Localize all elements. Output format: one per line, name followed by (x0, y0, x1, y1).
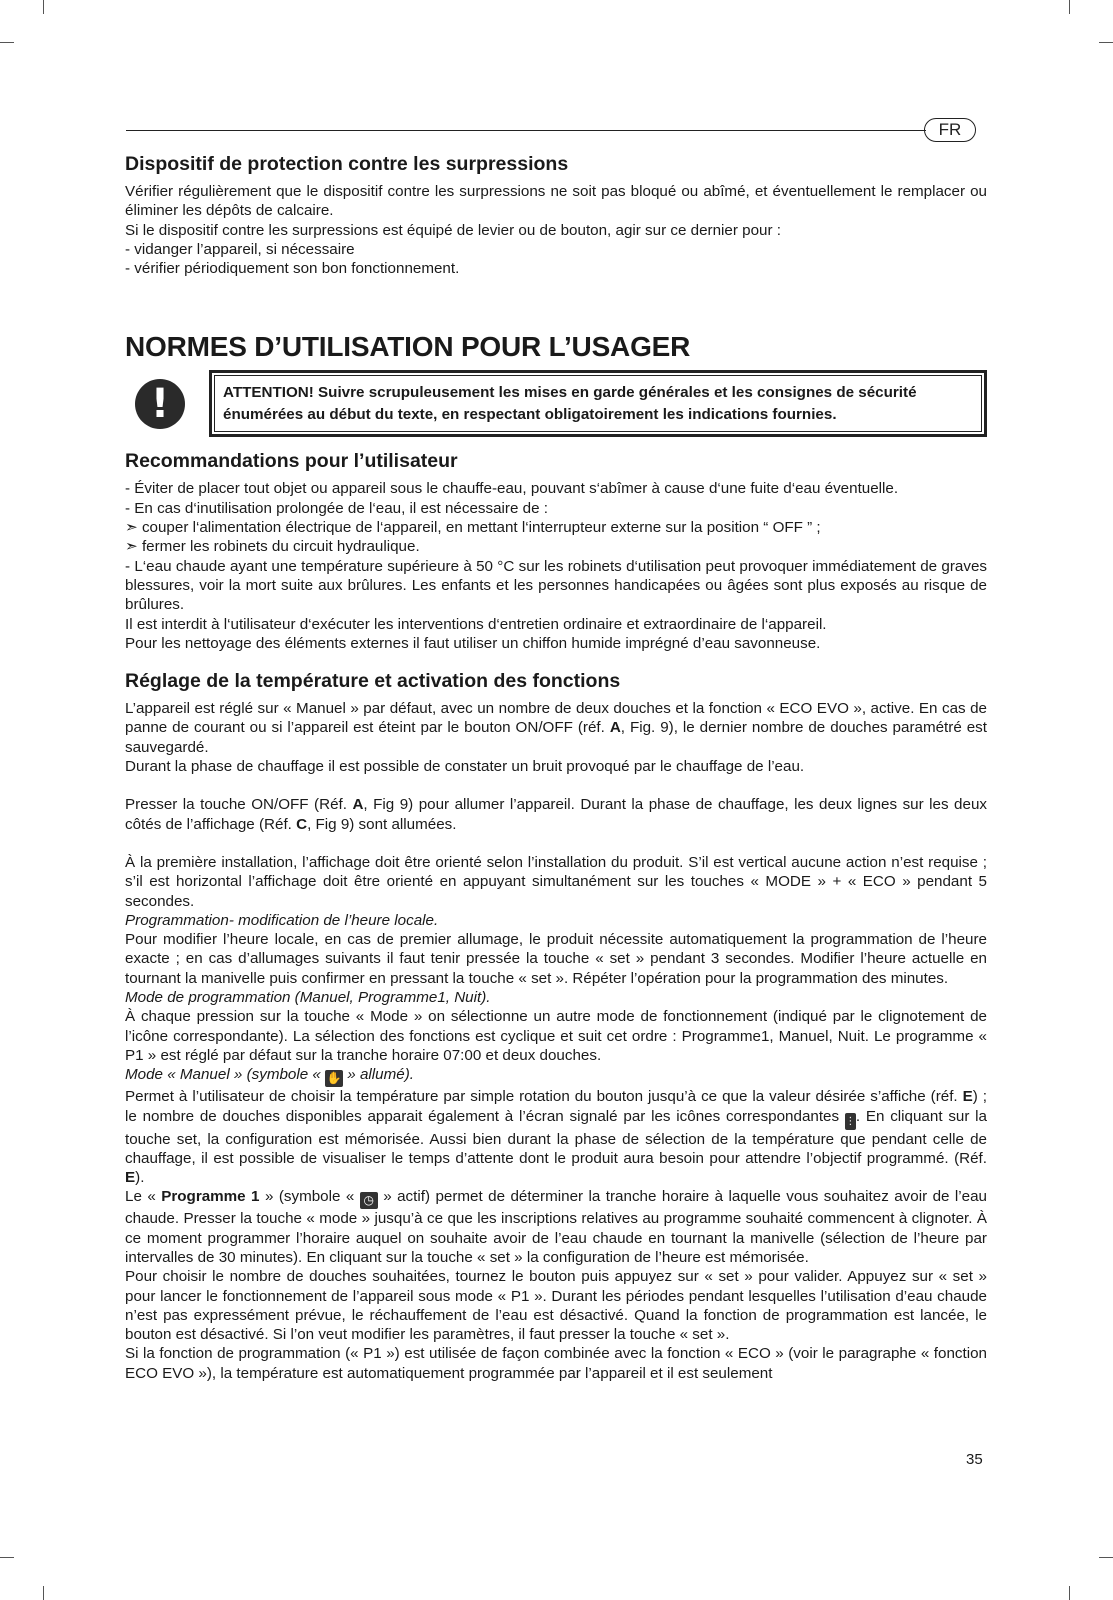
paragraph: - Éviter de placer tout objet ou appareil sous le chauffe-eau, pouvant s‘abîmer à cause d‘une fuite d‘eau éventuelle. (125, 480, 899, 498)
paragraph: - L‘eau chaude ayant une température supérieure à 50 °C sur les robinets d‘utilisation peut provoquer immédiatement de graves blessures, voir la mort suite aux brûlures. Les enfants et les personnes handicapées ou âgées sont plus exposés au risque de brûlures. (125, 557, 987, 614)
crop-mark (1099, 1557, 1113, 1558)
paragraph: À chaque pression sur la touche « Mode » on sélectionne un autre mode de fonctionnement (indiqué par le clignotement de l’icône correspondante). La sélection des fonctions est cyclique et suit cet ordre : Programme1, Manuel, Nuit. Le programme « P1 » est réglé par défaut sur la tranche horaire 07:00 et deux douches. (125, 1008, 987, 1064)
paragraph: L’appareil est réglé sur « Manuel » par défaut, avec un nombre de deux douches et la fonction « ECO EVO », active. En cas de panne de courant ou si l’appareil est éteint par le bouton ON/OFF (réf. A, Fig. 9), le dernier nombre de douches paramétré est sauvegardé. (125, 700, 987, 756)
spacer (125, 653, 987, 669)
paragraph: Pour modifier l’heure locale, en cas de premier allumage, le produit nécessite automatiquement la programmation de l’heure exacte ; en cas d’allumages suivants il faut tenir pressée la touche « set » pendant 3 secondes. Modifier l’heure actuelle en tournant la manivelle puis confirmer en pressant la touche « set ». Répéter l’opération pour la programmation des minutes. (125, 931, 987, 987)
subheading-italic: Mode de programmation (Manuel, Programme1, Nuit). (125, 989, 491, 1007)
spacer (125, 278, 987, 330)
shower-icon: ⋮ (845, 1113, 856, 1130)
page-number: 35 (966, 1451, 983, 1468)
crop-mark (0, 42, 14, 43)
paragraph: Le « Programme 1 » (symbole « ◷ » actif) permet de déterminer la tranche horaire à laquelle vous souhaitez avoir de l’eau chaude. Presser la touche « mode » jusqu’à ce que les inscriptions relatives au programme souhaité commencent à clignoter. À ce moment programmer l’horaire auquel on souhaite avoir de l’eau chaude en tournant la manivelle (sélection de l’heure par intervalles de 30 minutes). En cliquant sur la touche « set » la configuration de l’heure est mémorisée. (125, 1188, 987, 1266)
paragraph: À la première installation, l’affichage doit être orienté selon l’installation du produit. S’il est vertical aucune action n’est requise ; s’il est horizontal l’affichage doit être orienté en appuyant simultanément sur les touches « MODE » + « ECO » pendant 5 secondes. (125, 853, 987, 910)
paragraph: Il est interdit à l‘utilisateur d‘exécuter les interventions d‘entretien ordinaire et extraordinaire de l‘appareil. (125, 615, 827, 633)
paragraph: Durant la phase de chauffage il est possible de constater un bruit provoqué par le chauffage de l’eau. (125, 758, 805, 776)
hand-icon: ✋ (326, 1071, 342, 1086)
clock-icon: ◷ (360, 1192, 378, 1209)
section-title-pressure: Dispositif de protection contre les surpressions (125, 153, 569, 175)
crop-mark (43, 1586, 44, 1600)
paragraph: Permet à l’utilisateur de choisir la température par simple rotation du bouton jusqu’à ce que la valeur désirée s’affiche (réf. E) ; le nombre de douches disponibles apparait également à l’écran signalé par les icônes correspondantes ⋮. En cliquant sur la touche set, la configuration est mémorisée. Aussi bien durant la phase de sélection de la température que pendant celle de chauffage, il est possible de visualiser le temps d’attente dont le produit aura besoin pour attendre l’objectif programmé. (Réf. E). (125, 1088, 988, 1187)
list-item: - vérifier périodiquement son bon fonctionnement. (125, 260, 460, 278)
paragraph: Presser la touche ON/OFF (Réf. A, Fig 9) pour allumer l’appareil. Durant la phase de chauffage, les deux lignes sur les deux côtés de l’affichage (Réf. C, Fig 9) sont allumées. (125, 796, 987, 833)
page-content (125, 152, 987, 1383)
warning-block (125, 370, 987, 437)
paragraph: Si la fonction de programmation (« P1 ») est utilisée de façon combinée avec la fonction « ECO » (voir le paragraphe « fonction ECO EVO »), la température est automatiquement programmée par l’appareil et il est seulement (125, 1345, 987, 1382)
warning-text: ATTENTION! Suivre scrupuleusement les mises en garde générales et les consignes de sécurité énumérées au début du texte, en respectant obligatoirement les indications fournies. (214, 375, 982, 432)
header-rule (126, 130, 926, 131)
paragraph: Pour choisir le nombre de douches souhaitées, tournez le bouton puis appuyez sur « set » pour valider. Appuyez sur « set » pour lancer le fonctionnement de l’appareil sous mode « P1 ». Durant les périodes pendant lesquelles l’utilisation d’eau chaude n’est pas expressément prévue, le réchauffement de l’eau est désactivé. Quand la fonction de programmation est lancée, le bouton est désactivé. Si l’on veut modifier les paramètres, il faut presser la touche « set ». (125, 1268, 987, 1344)
list-item: ➣ fermer les robinets du circuit hydraulique. (125, 538, 420, 556)
paragraph: Pour les nettoyage des éléments externes il faut utiliser un chiffon humide imprégné d’eau savonneuse. (125, 634, 821, 652)
subheading-italic: Programmation- modification de l’heure locale. (125, 911, 439, 929)
section-title-temperature: Réglage de la température et activation des fonctions (125, 670, 621, 693)
paragraph: Si le dispositif contre les surpressions est équipé de levier ou de bouton, agir sur ce dernier pour : (125, 221, 781, 239)
section-title-recommendations: Recommandations pour l’utilisateur (125, 450, 458, 473)
list-item: ➣ couper l‘alimentation électrique de l‘appareil, en mettant l‘interrupteur externe sur la position “ OFF ” ; (125, 519, 821, 537)
warning-icon: ! (135, 379, 185, 429)
crop-mark (1069, 1586, 1070, 1600)
crop-mark (0, 1557, 14, 1558)
crop-mark (43, 0, 44, 14)
crop-mark (1099, 42, 1113, 43)
subheading-italic: Mode « Manuel » (symbole « ✋ » allumé). (125, 1066, 414, 1086)
crop-mark (1069, 0, 1070, 14)
list-item: - vidanger l’appareil, si nécessaire (125, 240, 355, 258)
spacer (125, 834, 987, 853)
language-badge: FR (924, 118, 976, 142)
main-heading: NORMES D’UTILISATION POUR L’USAGER (125, 331, 691, 363)
spacer (125, 776, 987, 795)
paragraph: Vérifier régulièrement que le dispositif contre les surpressions ne soit pas bloqué ou abîmé, et éventuellement le remplacer ou éliminer les dépôts de calcaire. (125, 183, 987, 220)
warning-box (209, 370, 987, 437)
paragraph: - En cas d‘inutilisation prolongée de l‘eau, il est nécessaire de : (125, 499, 548, 517)
